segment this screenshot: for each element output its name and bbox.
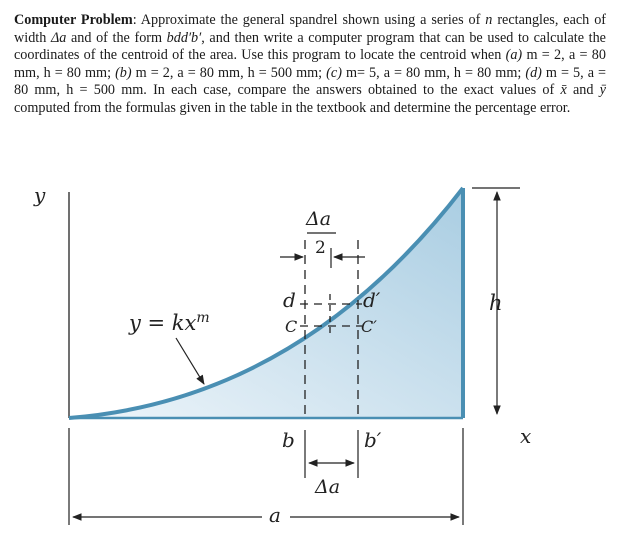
- case-values: m = 2, a = 80 mm, h = 500 mm;: [135, 64, 323, 81]
- n-var: n: [485, 12, 493, 28]
- label-b: b: [282, 428, 295, 452]
- curve-equation: $y = kx^m$: [129, 310, 210, 335]
- ybar-var: ȳ: [599, 82, 606, 99]
- case-label: (c): [326, 64, 342, 81]
- case-label: (a): [505, 47, 523, 64]
- problem-text: computed from the formulas given in the table in the textbook and determine the percentage error.: [14, 99, 571, 116]
- case-label: (d): [525, 64, 542, 81]
- y-axis-label: y: [34, 183, 46, 207]
- case-values: m = 5, a = 80 mm, h = 500 mm.: [14, 64, 607, 99]
- problem-text: : Approximate the general spandrel shown using a series of: [132, 12, 486, 28]
- rect-form: bdd′b′: [166, 29, 202, 46]
- label-delta-a: Δa: [315, 476, 341, 498]
- case-label: (b): [115, 64, 132, 81]
- half-da-denominator: 2: [315, 238, 326, 258]
- problem-heading: Computer Problem: [14, 12, 133, 28]
- spandrel-area: [69, 188, 463, 418]
- equation-pointer: [176, 338, 204, 384]
- case-values: m = 2, a = 80 mm, h = 80 mm;: [14, 47, 606, 81]
- label-b-prime: b′: [364, 428, 382, 452]
- label-c-prime: C′: [361, 317, 377, 336]
- problem-statement: [14, 12, 606, 118]
- label-h: h: [489, 291, 503, 315]
- label-c: C: [285, 317, 298, 336]
- problem-text: and of the form: [66, 29, 167, 46]
- label-d: d: [283, 288, 296, 312]
- label-d-prime: d′: [363, 288, 381, 312]
- case-values: m= 5, a = 80 mm, h = 80 mm;: [345, 64, 522, 81]
- delta-a-var: Δa: [50, 29, 67, 46]
- half-da-numerator: Δa: [306, 208, 332, 230]
- problem-text: In each case, compare the answers obtained to the exact values of: [146, 82, 561, 99]
- label-a: a: [269, 503, 281, 527]
- problem-text: and: [566, 82, 600, 99]
- problem-text: rectangles, each of width: [14, 12, 607, 46]
- xbar-var: x̄: [560, 82, 567, 99]
- x-axis-label: x: [520, 424, 532, 448]
- spandrel-figure: [0, 170, 644, 545]
- problem-text: , and then write a computer program that can be used to calculate the coordinates of the centroid of the area. Use this program to locate the centroid when: [14, 29, 606, 64]
